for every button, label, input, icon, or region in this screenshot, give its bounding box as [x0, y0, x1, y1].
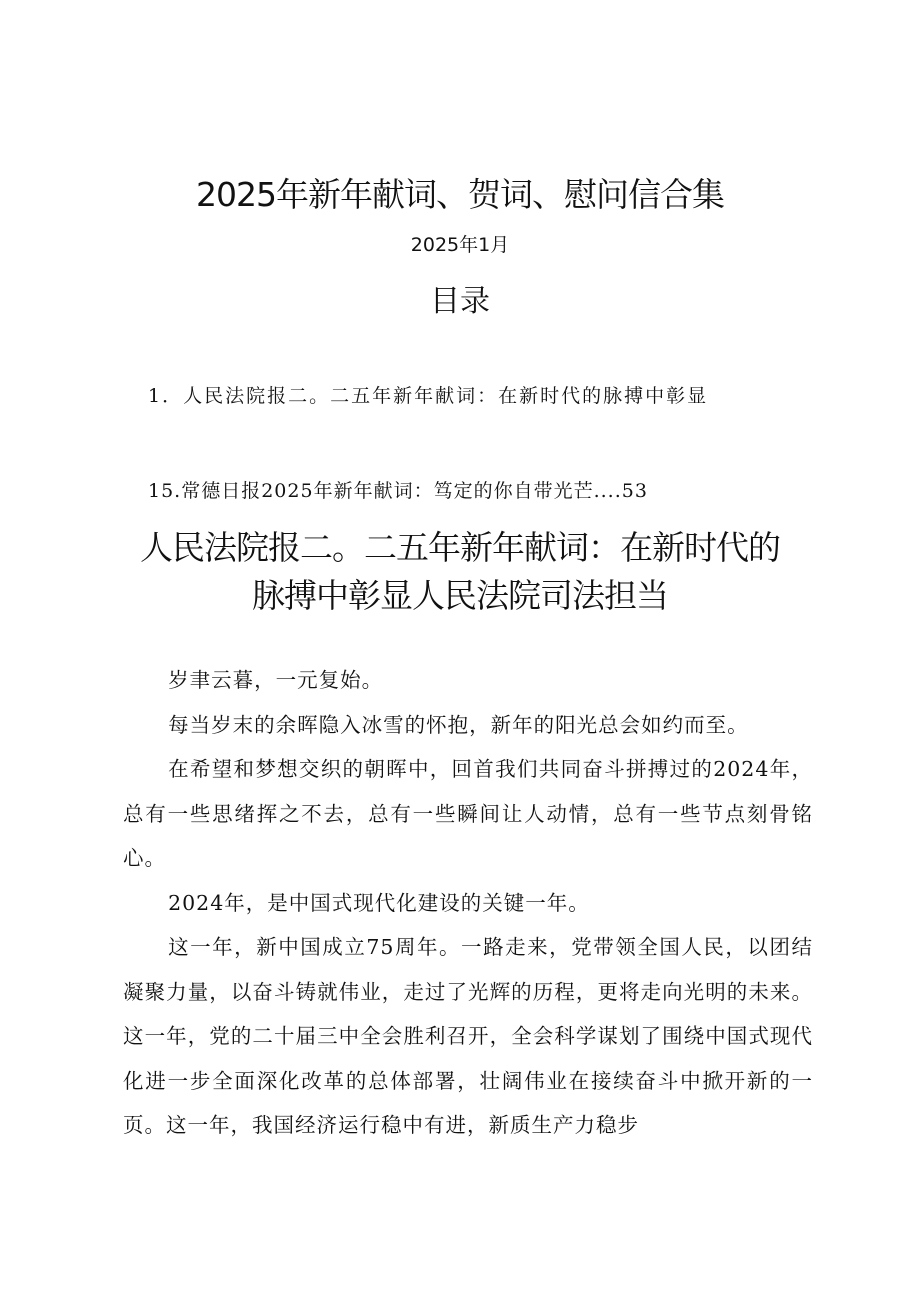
article-body	[123, 658, 813, 1148]
document-title: 2025年新年献词、贺词、慰问信合集	[196, 175, 724, 214]
article-title	[0, 524, 920, 620]
toc-entry-1[interactable]: 1．人民法院报二。二五年新年献词：在新时代的脉搏中彰显	[148, 385, 709, 407]
article-paragraph-2: 每当岁末的余晖隐入冰雪的怀抱，新年的阳光总会如约而至。	[168, 712, 749, 737]
article-title-line-2: 脉搏中彰显人民法院司法担当	[252, 576, 668, 615]
article-paragraph-1: 岁聿云暮，一元复始。	[168, 668, 384, 692]
article-title-line-1: 人民法院报二。二五年新年献词：在新时代的	[140, 528, 780, 567]
toc-heading: 目录	[430, 284, 490, 319]
toc-entry-15[interactable]: 15.常德日报2025年新年献词：笃定的你自带光芒....53	[148, 480, 648, 502]
article-paragraph-4: 2024年，是中国式现代化建设的关键一年。	[168, 890, 590, 915]
article-paragraph-5: 这一年，新中国成立75周年。一路走来，党带领全国人民，以团结凝聚力量，以奋斗铸就伟业，走过了光辉的历程，更将走向光明的未来。这一年，党的二十届三中全会胜利召开，全会科学谋划了围绕中国式现代化进一步全面深化改革的总体部署，壮阔伟业在接续奋斗中掀开新的一页。这一年，我国经济运行稳中有进，新质生产力稳步	[123, 935, 813, 1137]
document-date: 2025年1月	[410, 234, 510, 256]
article-paragraph-3: 在希望和梦想交织的朝晖中，回首我们共同奋斗拼搏过的2024年，总有一些思绪挥之不去，总有一些瞬间让人动情，总有一些节点刻骨铭心。	[123, 757, 813, 870]
